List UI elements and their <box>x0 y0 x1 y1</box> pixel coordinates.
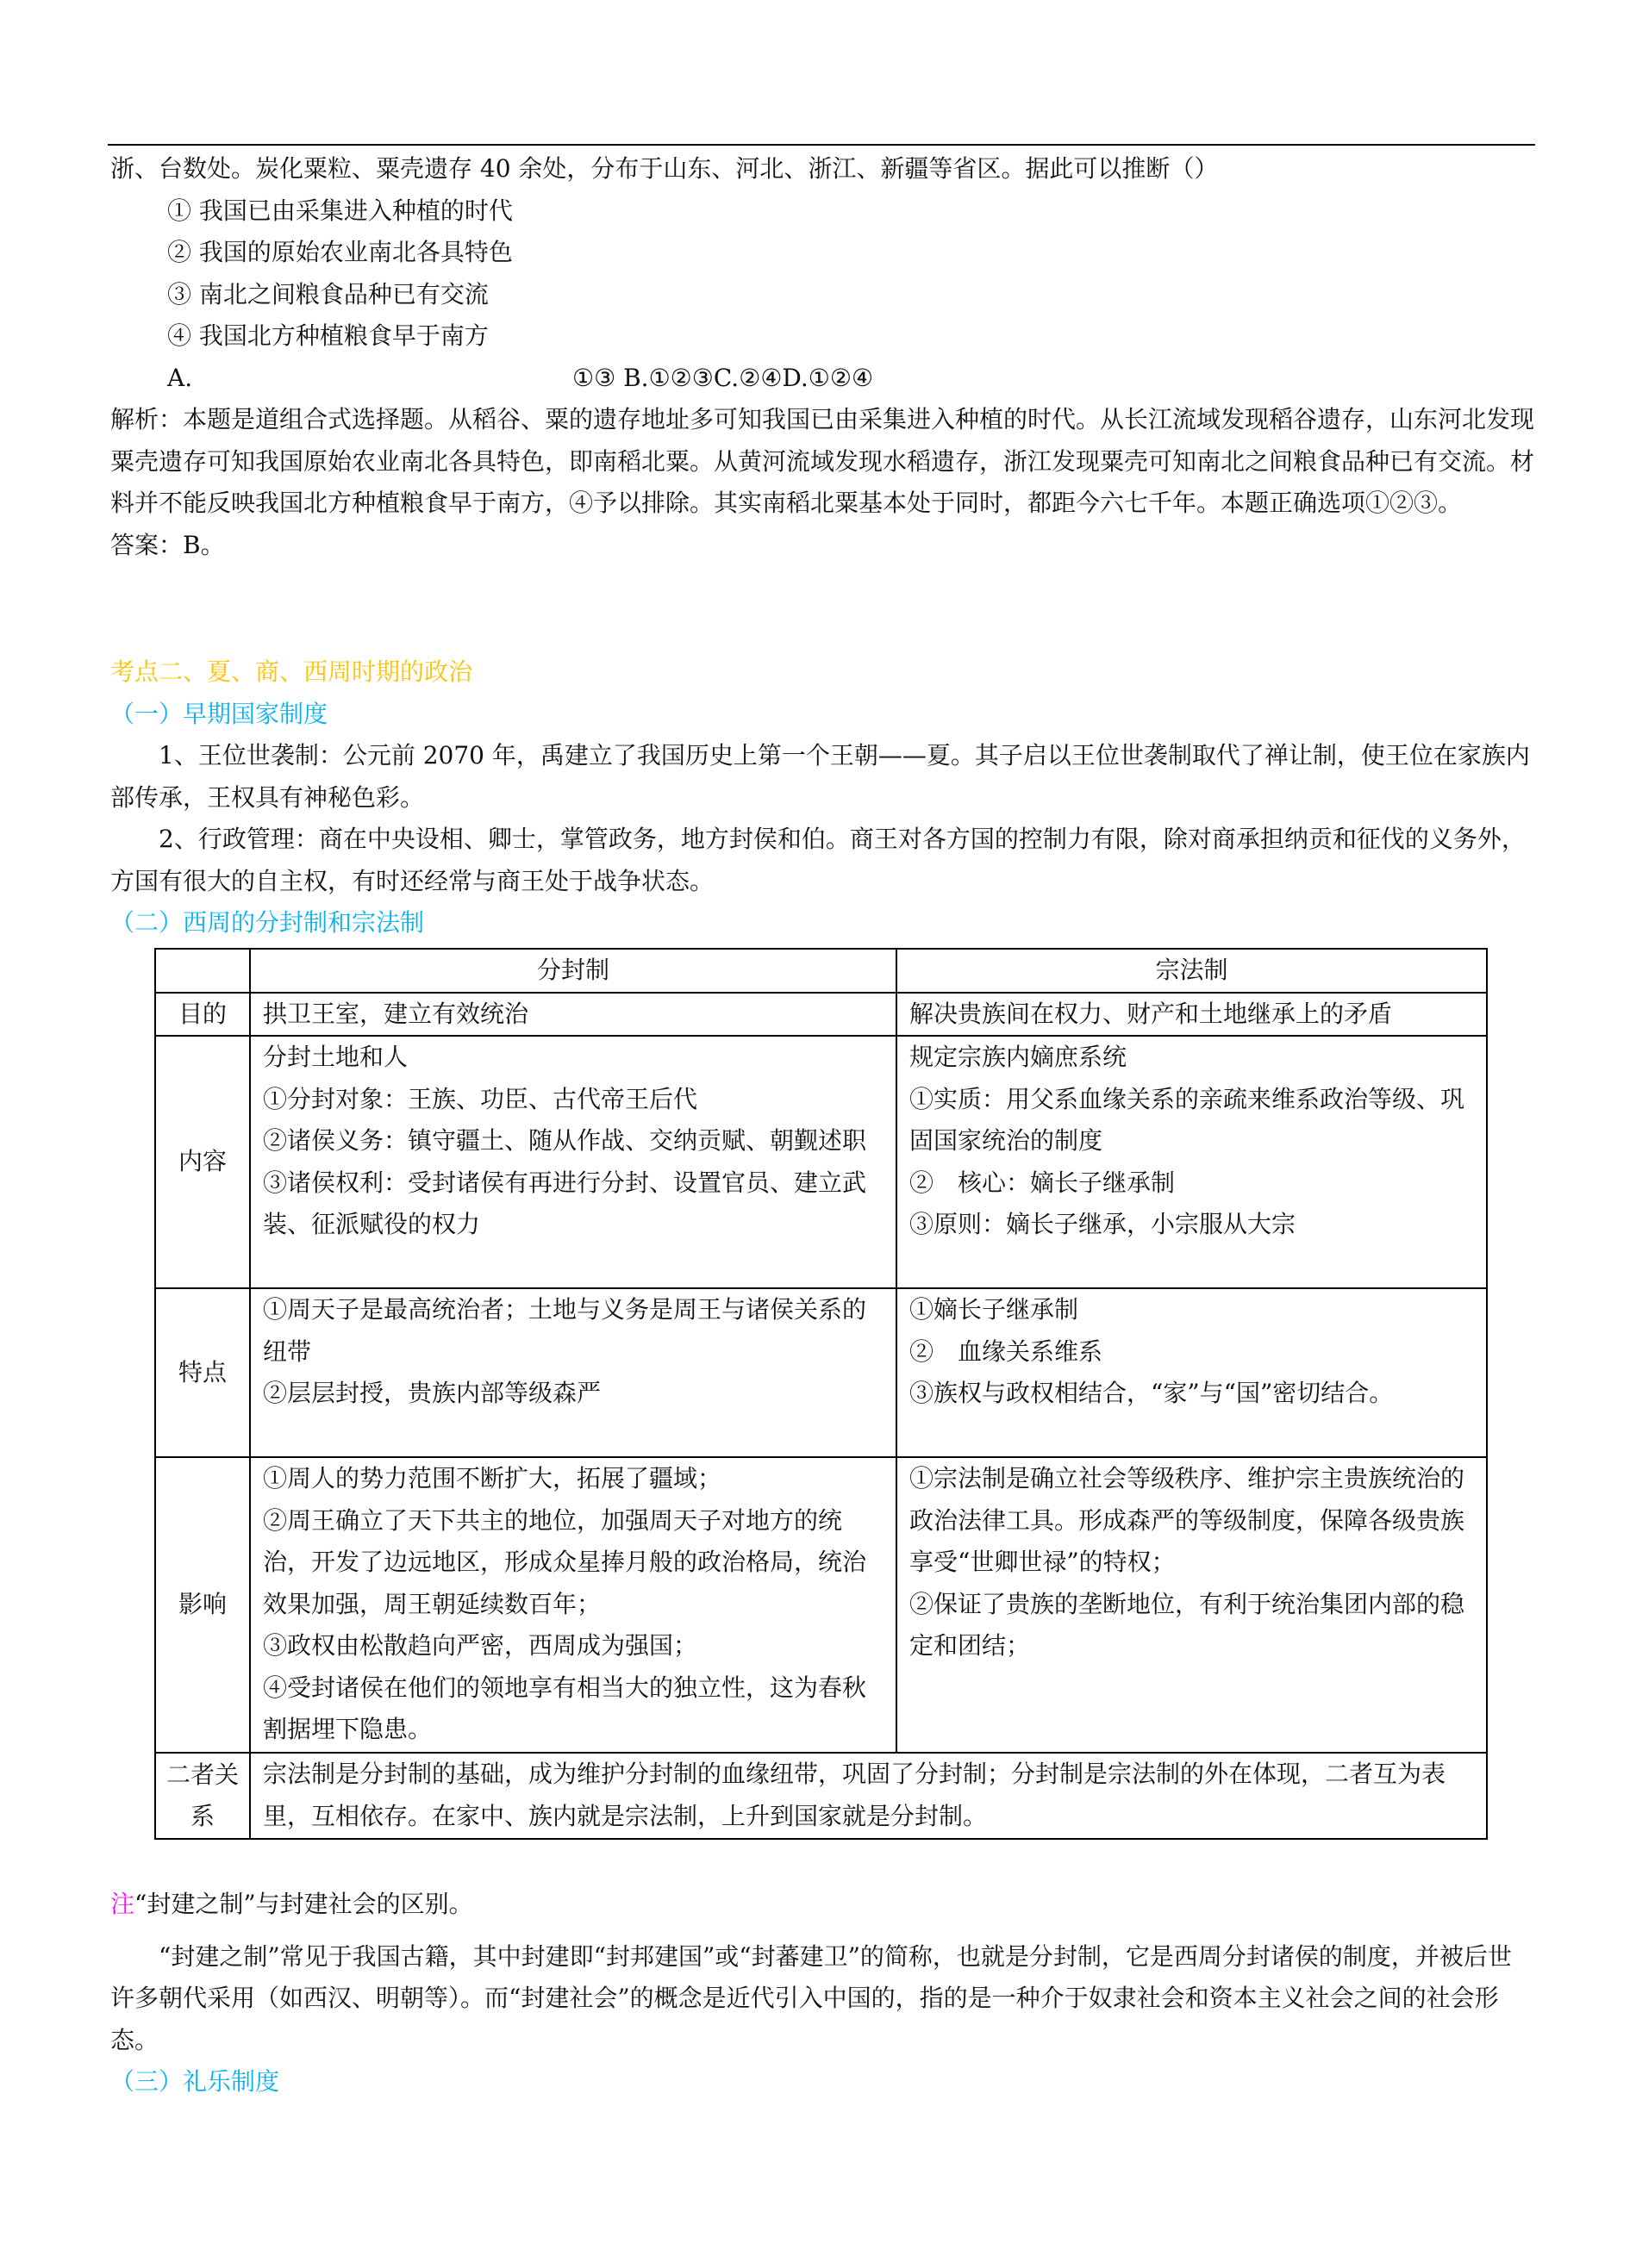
paragraph: 2、行政管理：商在中央设相、卿士，掌管政务，地方封侯和伯。商王对各方国的控制力有限，除对商承担纳贡和征伐的义务外，方国有很大的自主权，有时还经常与商王处于战争状态。 <box>110 825 1526 895</box>
cell <box>896 1288 1487 1457</box>
section2 <box>110 651 1535 944</box>
cell <box>250 1457 896 1753</box>
cell-line: ③族权与政权相结合，“家”与“国”密切结合。 <box>909 1379 1394 1407</box>
cell-line: ③政权由松散趋向严密，西周成为强国； <box>263 1631 698 1660</box>
subheading: （二）西周的分封制和宗法制 <box>110 908 425 937</box>
corner-cell <box>155 949 250 993</box>
question-item: ② 我国的原始农业南北各具特色 <box>167 238 513 266</box>
cell <box>250 1036 896 1288</box>
table-row <box>155 1036 1487 1288</box>
cell-line: ①实质：用父系血缘关系的亲疏来维系政治等级、巩固国家统治的制度 <box>909 1084 1465 1155</box>
cell-line: ②周王确立了天下共主的地位，加强周天子对地方的统治，开发了边远地区，形成众星捧月般的政治格局，统治效果加强，周王朝延续数百年； <box>263 1505 867 1618</box>
subheading: （三）礼乐制度 <box>110 2067 280 2096</box>
row-key: 目的 <box>155 993 250 1037</box>
table-row <box>155 1457 1487 1753</box>
question-item: ① 我国已由采集进入种植的时代 <box>167 196 513 225</box>
cell-line: ② 核心：嫡长子继承制 <box>909 1168 1176 1197</box>
note-block <box>110 1884 1535 2103</box>
cell-line: ④受封诸侯在他们的领地享有相当大的独立性，这为春秋割据埋下隐患。 <box>263 1673 867 1743</box>
paragraph: 1、王位世袭制：公元前 2070 年，禹建立了我国历史上第一个王朝——夏。其子启以王位世袭制取代了禅让制，使王位在家族内部传承，王权具有神秘色彩。 <box>110 741 1530 812</box>
cell: 解决贵族间在权力、财产和土地继承上的矛盾 <box>896 993 1487 1037</box>
cell-line: ①周天子是最高统治者；土地与义务是周王与诸侯关系的纽带 <box>263 1295 867 1366</box>
note-body: “封建之制”常见于我国古籍，其中封建即“封邦建国”或“封蕃建卫”的简称，也就是分封制，它是西周分封诸侯的制度，并被后世许多朝代采用（如西汉、明朝等）。而“封建社会”的概念是近代引入中国的，指的是一种介于奴隶社会和资本主义社会之间的社会形态。 <box>110 1941 1512 2054</box>
comparison-table <box>154 948 1488 1840</box>
cell-line: ①周人的势力范围不断扩大，拓展了疆域； <box>263 1464 722 1492</box>
header-cell: 分封制 <box>250 949 896 993</box>
cell-line: ② 血缘关系维系 <box>909 1336 1103 1366</box>
cell-line: 分封土地和人 <box>263 1043 409 1071</box>
cell-line: 规定宗族内嫡庶系统 <box>909 1043 1127 1071</box>
options-text: ①③ B.①②③C.②④D.①②④ <box>572 363 874 392</box>
question-block <box>110 148 1535 566</box>
answer: 答案：B。 <box>110 530 225 559</box>
cell: 拱卫王室，建立有效统治 <box>250 993 896 1037</box>
table-row <box>155 1753 1487 1839</box>
cell-line: ③原则：嫡长子继承，小宗服从大宗 <box>909 1210 1296 1238</box>
note-title-text: “封建之制”与封建社会的区别。 <box>134 1890 473 1918</box>
table-row <box>155 1288 1487 1457</box>
cell-line: ②保证了贵族的垄断地位，有利于统治集团内部的稳定和团结； <box>909 1589 1465 1660</box>
cell <box>896 1036 1487 1288</box>
cell-line: ③诸侯权利：受封诸侯有再进行分封、设置官员、建立武装、征派赋役的权力 <box>263 1168 867 1238</box>
row-key: 内容 <box>155 1036 250 1288</box>
option-a-label: A. <box>167 363 193 392</box>
note-title <box>110 1884 1535 1926</box>
cell: 宗法制是分封制的基础，成为维护分封制的血缘纽带，巩固了分封制；分封制是宗法制的外在体现，二者互为表里，互相依存。在家中、族内就是宗法制，上升到国家就是分封制。 <box>250 1753 1487 1839</box>
row-key: 影响 <box>155 1457 250 1753</box>
question-options <box>110 358 1535 400</box>
question-stem: 浙、台数处。炭化粟粒、粟壳遗存 40 余处，分布于山东、河北、浙江、新疆等省区。据此可以推断（） <box>110 154 1219 183</box>
analysis: 解析：本题是道组合式选择题。从稻谷、粟的遗存地址多可知我国已由采集进入种植的时代。从长江流域发现稻谷遗存，山东河北发现粟壳遗存可知我国原始农业南北各具特色，即南稻北粟。从黄河流域发现水稻遗存，浙江发现粟壳可知南北之间粮食品种已有交流。材料并不能反映我国北方种植粮食早于南方，④予以排除。其实南稻北粟基本处于同时，都距今六七千年。本题正确选项①②③。 <box>110 405 1535 517</box>
cell-line: ①宗法制是确立社会等级秩序、维护宗主贵族统治的政治法律工具。形成森严的等级制度，保障各级贵族享受“世卿世禄”的特权； <box>909 1464 1465 1576</box>
cell-line: ①嫡长子继承制 <box>909 1295 1079 1324</box>
row-key: 二者关系 <box>155 1753 250 1839</box>
cell <box>250 1288 896 1457</box>
note-label: 注 <box>110 1890 135 1918</box>
question-item: ③ 南北之间粮食品种已有交流 <box>167 279 489 308</box>
question-item: ④ 我国北方种植粮食早于南方 <box>167 321 489 350</box>
header-rule <box>108 144 1535 146</box>
row-key: 特点 <box>155 1288 250 1457</box>
subheading: （一）早期国家制度 <box>110 699 328 728</box>
cell-line: ②诸侯义务：镇守疆土、随从作战、交纳贡赋、朝觐述职 <box>263 1126 867 1155</box>
cell-line: ②层层封授，贵族内部等级森严 <box>263 1379 602 1407</box>
cell <box>896 1457 1487 1753</box>
cell-line: ①分封对象：王族、功臣、古代帝王后代 <box>263 1084 698 1113</box>
header-cell: 宗法制 <box>896 949 1487 993</box>
table-row <box>155 993 1487 1037</box>
section-heading: 考点二、夏、商、西周时期的政治 <box>110 657 473 686</box>
